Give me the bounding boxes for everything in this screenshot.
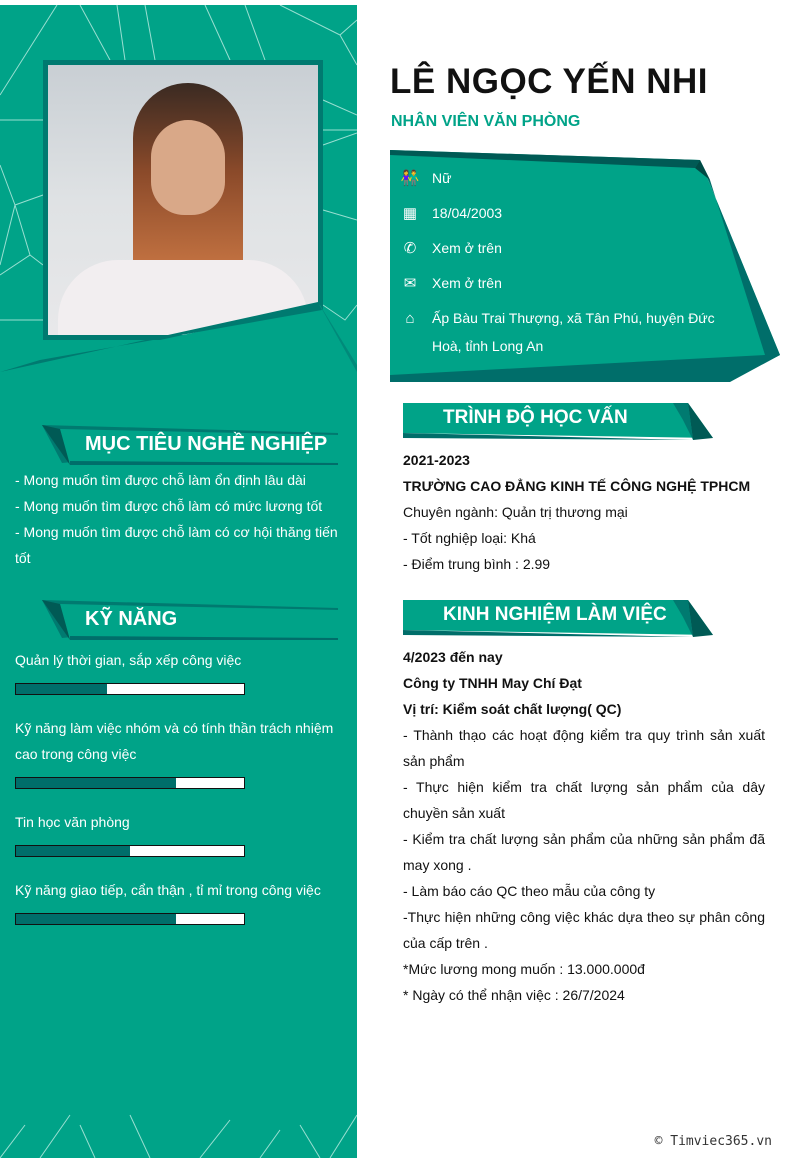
contact-address-line2: Hoà, tỉnh Long An <box>432 338 544 354</box>
contact-address: ⌂ Ấp Bàu Trai Thượng, xã Tân Phú, huyện Đức <box>400 308 715 328</box>
education-heading: TRÌNH ĐỘ HỌC VẤN <box>403 400 713 442</box>
candidate-name: LÊ NGỌC YẾN NHI <box>390 62 709 101</box>
skill-bar <box>15 777 245 789</box>
skill-bar <box>15 913 245 925</box>
footer-watermark: © Timviec365.vn <box>654 1134 772 1149</box>
skill-label: Quản lý thời gian, sắp xếp công việc <box>15 652 242 668</box>
profile-photo-frame <box>43 60 323 340</box>
experience-heading: KINH NGHIỆM LÀM VIỆC <box>403 597 713 639</box>
phone-icon: ✆ <box>403 240 417 257</box>
experience-content: 4/2023 đến nay Công ty TNHH May Chí Đạt Vị trí: Kiểm soát chất lượng( QC) - Thành thạo các hoạt động kiểm tra quy trình sản xuất sản phẩm - Thực hiện kiểm tra chất lượng sản phẩm của dây chuyền sản xuất - Kiểm tra chất lượng sản phẩm của những sản phẩm đã may xong . - Làm báo cáo QC theo mẫu của công ty -Thực hiện những công việc khác dựa theo sự phân công của cấp trên . *Mức lương mong muốn : 13.000.000đ * Ngày có thể nhận việc : 26/7/2024 <box>403 649 765 1003</box>
skill-label: Kỹ năng làm việc nhóm và có tính thần trách nhiệm cao trong công việc <box>15 720 334 762</box>
skill-bar <box>15 683 245 695</box>
email-icon: ✉ <box>403 275 417 292</box>
contact-birthdate: ▦ 18/04/2003 <box>400 203 502 223</box>
home-icon: ⌂ <box>405 309 415 327</box>
objective-heading: MỤC TIÊU NGHỀ NGHIỆP <box>42 423 338 465</box>
contact-phone: ✆ Xem ở trên <box>400 238 502 258</box>
contact-email: ✉ Xem ở trên <box>400 273 502 293</box>
contact-gender: 👫 Nữ <box>400 170 452 187</box>
objective-text: - Mong muốn tìm được chỗ làm ổn định lâu dài - Mong muốn tìm được chỗ làm có mức lương tốt - Mong muốn tìm được chỗ làm có cơ hội thăng tiến tốt <box>15 472 338 566</box>
left-sidebar <box>0 5 357 1158</box>
education-content: 2021-2023 TRƯỜNG CAO ĐẲNG KINH TẾ CÔNG NGHỆ TPHCM Chuyên ngành: Quản trị thương mại - Tốt nghiệp loại: Khá - Điểm trung bình : 2.99 <box>403 452 751 572</box>
profile-photo <box>48 65 318 335</box>
job-title: NHÂN VIÊN VĂN PHÒNG <box>391 113 581 130</box>
contact-info-box <box>390 150 780 382</box>
skill-bar <box>15 845 245 857</box>
skills-heading: KỸ NĂNG <box>42 598 338 640</box>
skill-label: Kỹ năng giao tiếp, cẩn thận , tỉ mỉ trong công việc <box>15 882 321 898</box>
calendar-icon: ▦ <box>402 205 418 222</box>
skill-bar-fill <box>16 914 176 924</box>
photo-ribbon <box>0 300 357 380</box>
skill-bar-fill <box>16 778 176 788</box>
skill-label: Tin học văn phòng <box>15 814 130 830</box>
skill-bar-fill <box>16 846 130 856</box>
skill-bar-fill <box>16 684 107 694</box>
gender-icon: 👫 <box>400 170 420 187</box>
